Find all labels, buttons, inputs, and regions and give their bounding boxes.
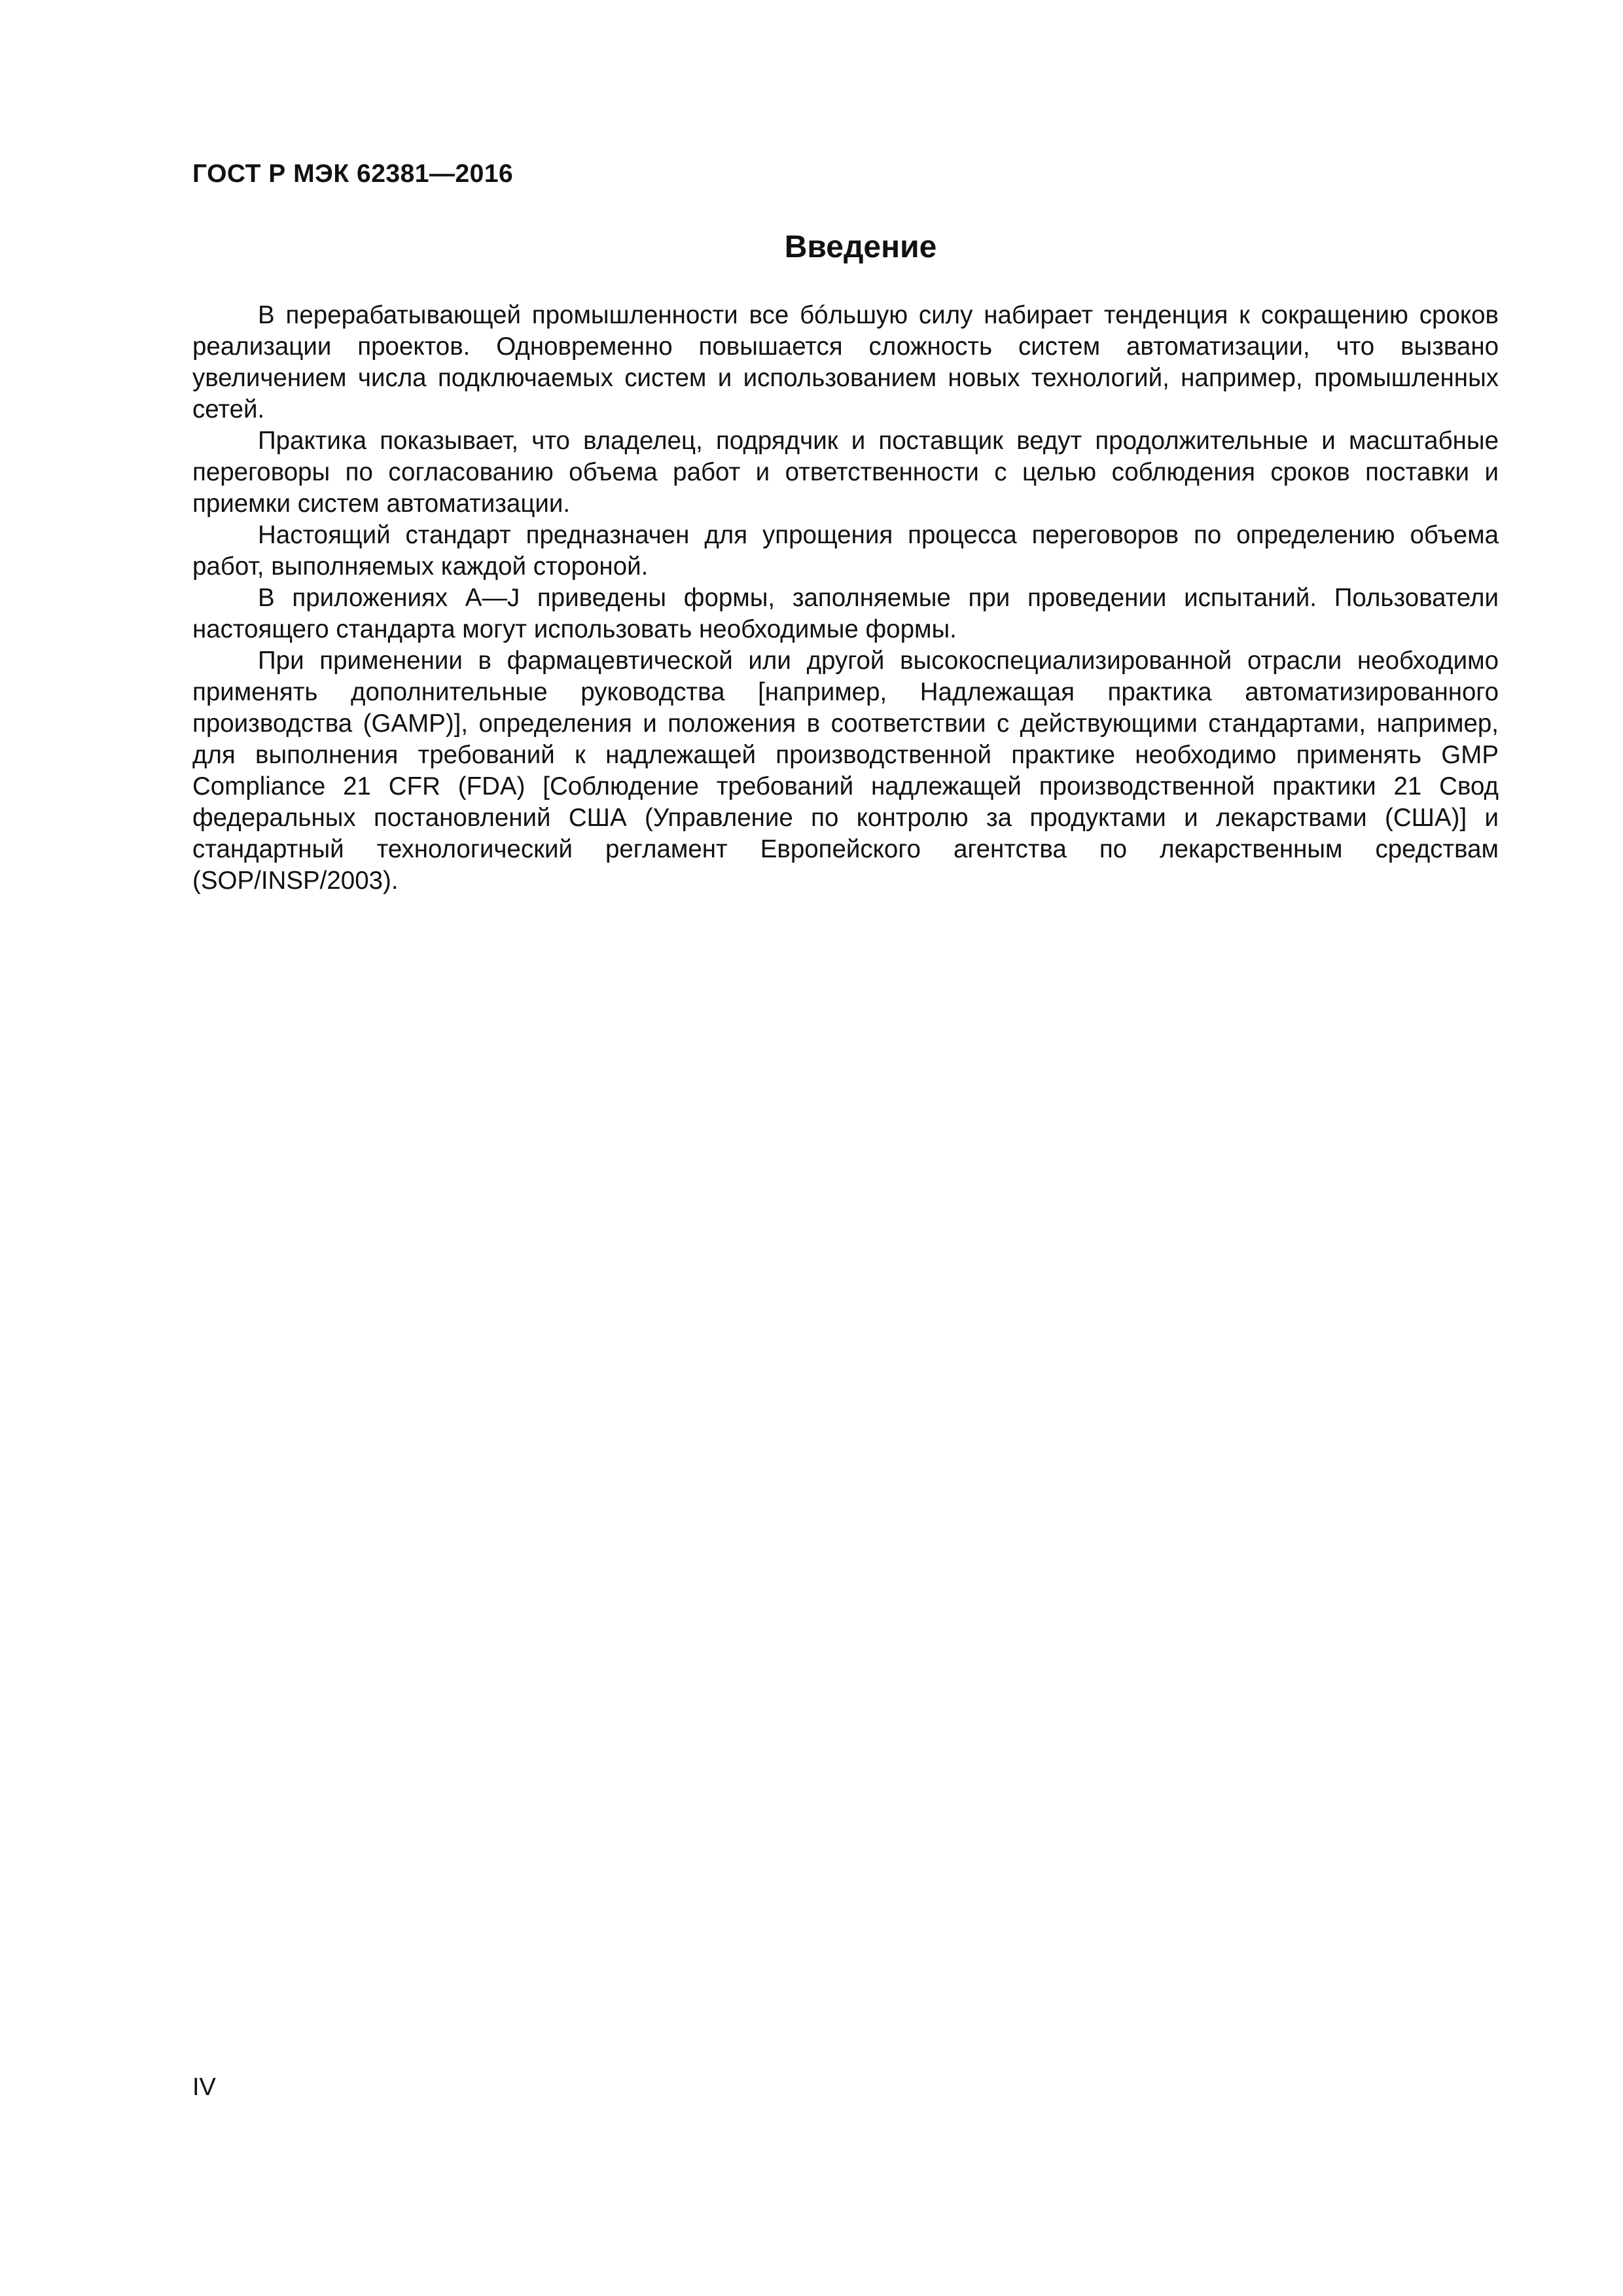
document-code-header: ГОСТ Р МЭК 62381—2016 xyxy=(192,160,514,188)
paragraph: При применении в фармацевтической или другой высокоспециализированной отрасли необходимо применять дополнительные руководства [например, Надлежащая практика автоматизированного производства (GAMP)], определения и положения в соответствии с действующими стандартами, например, для выполнения требований к надлежащей производственной практике необходимо применять GMP Compliance 21 CFR (FDA) [Соблюдение требований надлежащей производственной практики 21 Свод федеральных постановлений США (Управление по контролю за продуктами и лекарствами (США)] и стандартный технологический регламент Европейского агентства по лекарственным средствам (SOP/INSP/2003). xyxy=(192,647,1499,895)
section-title: Введение xyxy=(784,230,937,264)
page-number: IV xyxy=(192,2073,216,2101)
paragraph: Настоящий стандарт предназначен для упрощения процесса переговоров по определению объема работ, выполняемых каждой стороной. xyxy=(192,521,1499,581)
paragraph: В перерабатывающей промышленности все бóльшую силу набирает тенденция к сокращению сроков реализации проектов. Одновременно повышается сложность систем автоматизации, что вызвано увеличением числа подключаемых систем и использованием новых технологий, например, промышленных сетей. xyxy=(192,301,1499,423)
paragraph: В приложениях А—J приведены формы, заполняемые при проведении испытаний. Пользователи настоящего стандарта могут использовать необходимые формы. xyxy=(192,584,1499,643)
introduction-body xyxy=(192,300,1499,897)
paragraph: Практика показывает, что владелец, подрядчик и поставщик ведут продолжительные и масштабные переговоры по согласованию объема работ и ответственности с целью соблюдения сроков поставки и приемки систем автоматизации. xyxy=(192,427,1499,518)
